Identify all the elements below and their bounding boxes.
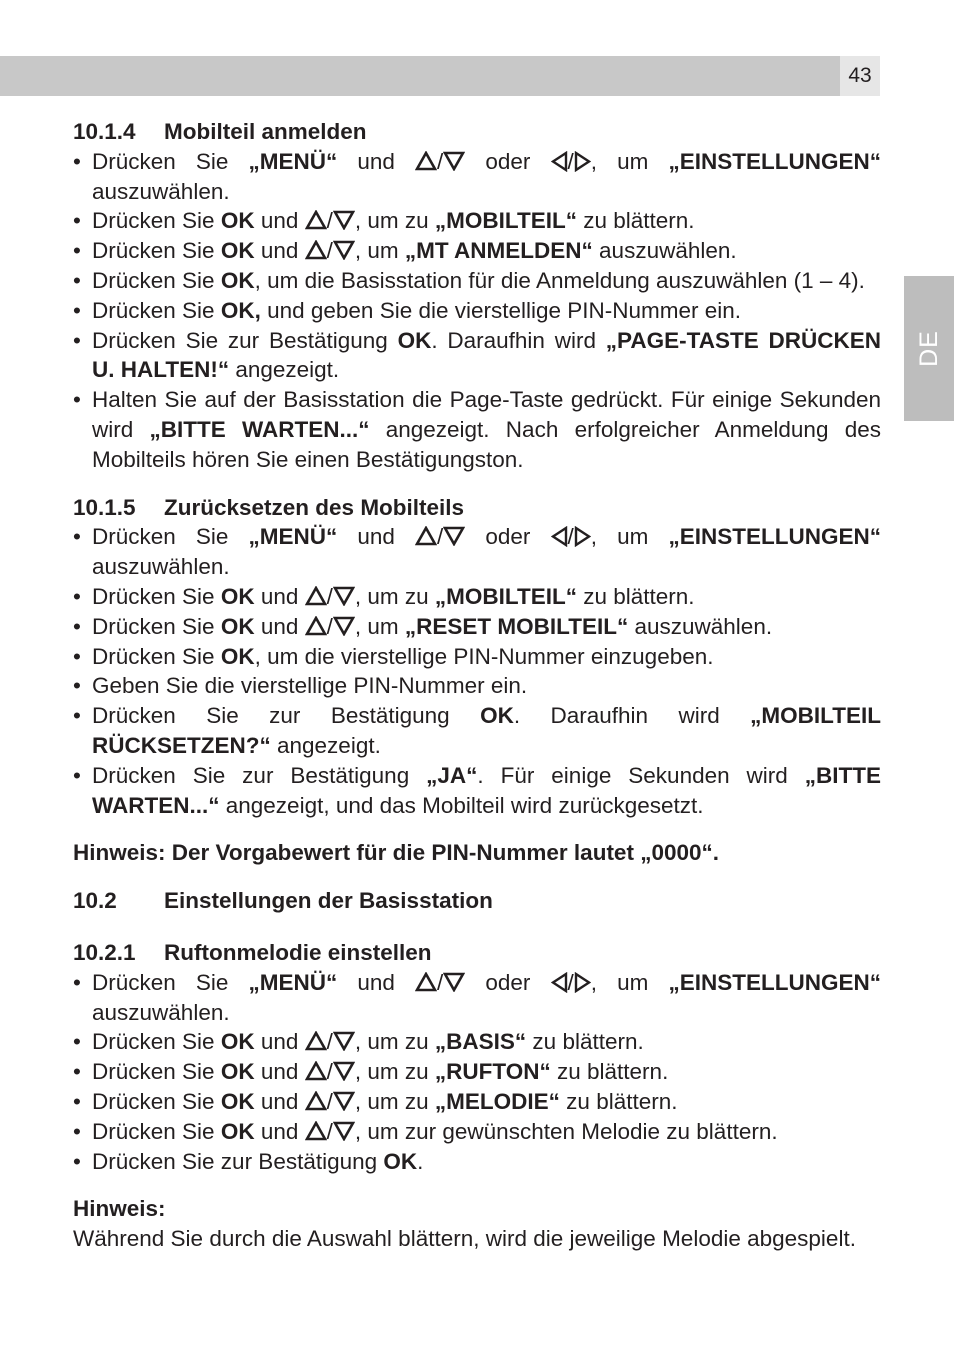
list-item: • Drücken Sie OK, um die vierstellige PIN-Nummer einzugeben. xyxy=(73,643,714,669)
down-triangle-icon xyxy=(443,526,465,546)
down-triangle-icon xyxy=(333,616,355,636)
list-item: • Drücken Sie OK und / , um zu „MOBILTEIL“ zu blättern. xyxy=(73,583,695,609)
list-item: • Drücken Sie „MENÜ“ und / oder / , um „EINSTELLUNGEN“ auszuwählen. xyxy=(73,148,881,204)
language-tab xyxy=(904,276,954,421)
list-item: • Drücken Sie OK und / , um „MT ANMELDEN“ auszuwählen. xyxy=(73,238,737,264)
up-triangle-icon xyxy=(305,1061,327,1081)
up-triangle-icon xyxy=(415,972,437,992)
header-bar xyxy=(0,56,840,96)
steps-list-10-1-4 xyxy=(73,147,881,475)
list-item: • Drücken Sie zur Bestätigung OK. Daraufhin wird „MOBILTEIL RÜCKSETZEN?“ angezeigt. xyxy=(73,703,881,758)
up-triangle-icon xyxy=(415,151,437,171)
left-triangle-icon xyxy=(551,972,568,993)
steps-list-10-1-5 xyxy=(73,522,881,820)
up-triangle-icon xyxy=(305,1031,327,1051)
list-item: • Drücken Sie OK und / , um zu „MOBILTEIL“ zu blättern. xyxy=(73,208,695,234)
language-tab-label: DE xyxy=(914,330,943,367)
right-triangle-icon xyxy=(574,972,591,993)
list-item: • Drücken Sie OK und / , um zu „BASIS“ zu blättern. xyxy=(73,1029,644,1055)
up-triangle-icon xyxy=(305,616,327,636)
down-triangle-icon xyxy=(333,1091,355,1111)
note-text: Während Sie durch die Auswahl blättern, wird die jeweilige Melodie abgespielt. xyxy=(73,1226,856,1252)
down-triangle-icon xyxy=(443,972,465,992)
down-triangle-icon xyxy=(333,586,355,606)
up-triangle-icon xyxy=(305,1091,327,1111)
down-triangle-icon xyxy=(443,151,465,171)
list-item: • Drücken Sie zur Bestätigung „JA“. Für einige Sekunden wird „BITTE WARTEN...“ angezeigt, und das Mobilteil wird zurückgesetzt. xyxy=(73,762,882,818)
pin-note: Hinweis: Der Vorgabewert für die PIN-Nummer lautet „0000“. xyxy=(73,840,719,866)
section-heading-10-2: 10.2 Einstellungen der Basisstation xyxy=(73,888,493,914)
up-triangle-icon xyxy=(305,240,327,260)
list-item: • Drücken Sie OK, um die Basisstation für die Anmeldung auszuwählen (1 – 4). xyxy=(73,267,865,293)
list-item: • Drücken Sie OK, und geben Sie die vierstellige PIN-Nummer ein. xyxy=(73,297,742,323)
section-heading-10-1-5: 10.1.5 Zurücksetzen des Mobilteils xyxy=(73,494,465,520)
list-item: • Drücken Sie zur Bestätigung OK. xyxy=(73,1148,424,1174)
list-item: • Geben Sie die vierstellige PIN-Nummer ein. xyxy=(73,673,528,699)
section-heading-10-2-1: 10.2.1 Ruftonmelodie einstellen xyxy=(73,939,432,965)
down-triangle-icon xyxy=(333,210,355,230)
right-triangle-icon xyxy=(574,151,591,172)
list-item: • Drücken Sie OK und / , um „RESET MOBILTEIL“ auszuwählen. xyxy=(73,613,773,639)
list-item: • Drücken Sie OK und / , um zu „MELODIE“ zu blättern. xyxy=(73,1088,678,1114)
note-label: Hinweis: xyxy=(73,1196,166,1222)
main-content xyxy=(73,117,881,1254)
up-triangle-icon xyxy=(305,210,327,230)
down-triangle-icon xyxy=(333,240,355,260)
left-triangle-icon xyxy=(551,151,568,172)
left-triangle-icon xyxy=(551,526,568,547)
page-number: 43 xyxy=(840,56,880,96)
list-item: • Drücken Sie „MENÜ“ und / oder / , um „EINSTELLUNGEN“ auszuwählen. xyxy=(73,524,881,580)
down-triangle-icon xyxy=(333,1031,355,1051)
list-item: • Drücken Sie „MENÜ“ und / oder / , um „EINSTELLUNGEN“ auszuwählen. xyxy=(73,969,881,1025)
up-triangle-icon xyxy=(415,526,437,546)
list-item: • Drücken Sie OK und / , um zu „RUFTON“ zu blättern. xyxy=(73,1059,669,1085)
list-item: • Drücken Sie OK und / , um zur gewünschten Melodie zu blättern. xyxy=(73,1118,778,1144)
up-triangle-icon xyxy=(305,586,327,606)
down-triangle-icon xyxy=(333,1061,355,1081)
steps-list-10-2-1 xyxy=(73,968,881,1177)
list-item: • Halten Sie auf der Basisstation die Page-Taste gedrückt. Für einige Sekunden wird „BITTE WARTEN...“ angezeigt. Nach erfolgreicher Anmeldung des Mobilteils hören Sie einen Bestätigungston. xyxy=(73,387,881,472)
list-item: • Drücken Sie zur Bestätigung OK. Daraufhin wird „PAGE-TASTE DRÜCKEN U. HALTEN!“ angezeigt. xyxy=(73,327,881,383)
up-triangle-icon xyxy=(305,1121,327,1141)
down-triangle-icon xyxy=(333,1121,355,1141)
right-triangle-icon xyxy=(574,526,591,547)
section-heading-10-1-4: 10.1.4 Mobilteil anmelden xyxy=(73,119,367,144)
